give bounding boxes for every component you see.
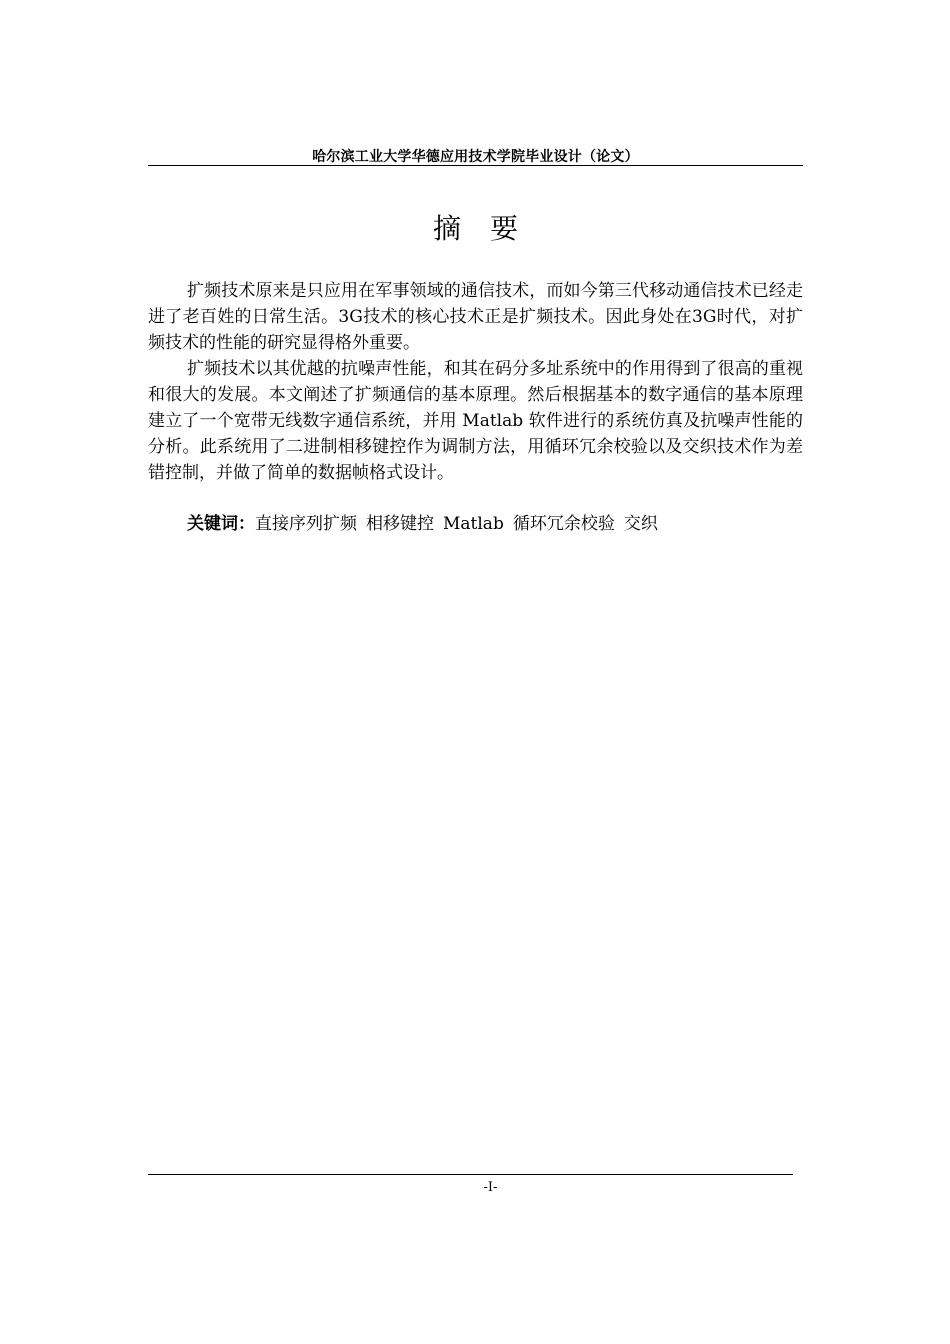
page-number: -I- (483, 1180, 498, 1195)
keyword-item: 交织 (623, 514, 658, 534)
section-title: 摘 要 (433, 212, 528, 245)
abstract-paragraph-1: 扩频技术原来是只应用在军事领域的通信技术，而如今第三代移动通信技术已经走进了老百姓的日常生活。3G技术的核心技术正是扩频技术。因此身处在3G时代，对扩频技术的性能的研究显得格外重要。 (148, 281, 803, 353)
abstract-paragraph-2: 扩频技术以其优越的抗噪声性能，和其在码分多址系统中的作用得到了很高的重视和很大的发展。本文阐述了扩频通信的基本原理。然后根据基本的数字通信的基本原理建立了一个宽带无线数字通信系统，并用 Matlab 软件进行的系统仿真及抗噪声性能的分析。此系统用了二进制相移键控作为调制方法，用循环冗余校验以及交织技术作为差错控制，并做了简单的数据帧格式设计。 (148, 359, 803, 483)
abstract-body (148, 278, 803, 486)
keywords-label: 关键词： (187, 514, 255, 534)
header-divider (148, 165, 803, 166)
keywords-line (148, 511, 803, 537)
keyword-item: 循环冗余校验 (512, 514, 615, 534)
keyword-item: Matlab (443, 514, 504, 534)
keyword-item: 相移键控 (366, 514, 434, 534)
footer-divider (148, 1174, 793, 1175)
keyword-item: 直接序列扩频 (255, 514, 357, 534)
running-header: 哈尔滨工业大学华德应用技术学院毕业设计（论文） (312, 149, 639, 165)
